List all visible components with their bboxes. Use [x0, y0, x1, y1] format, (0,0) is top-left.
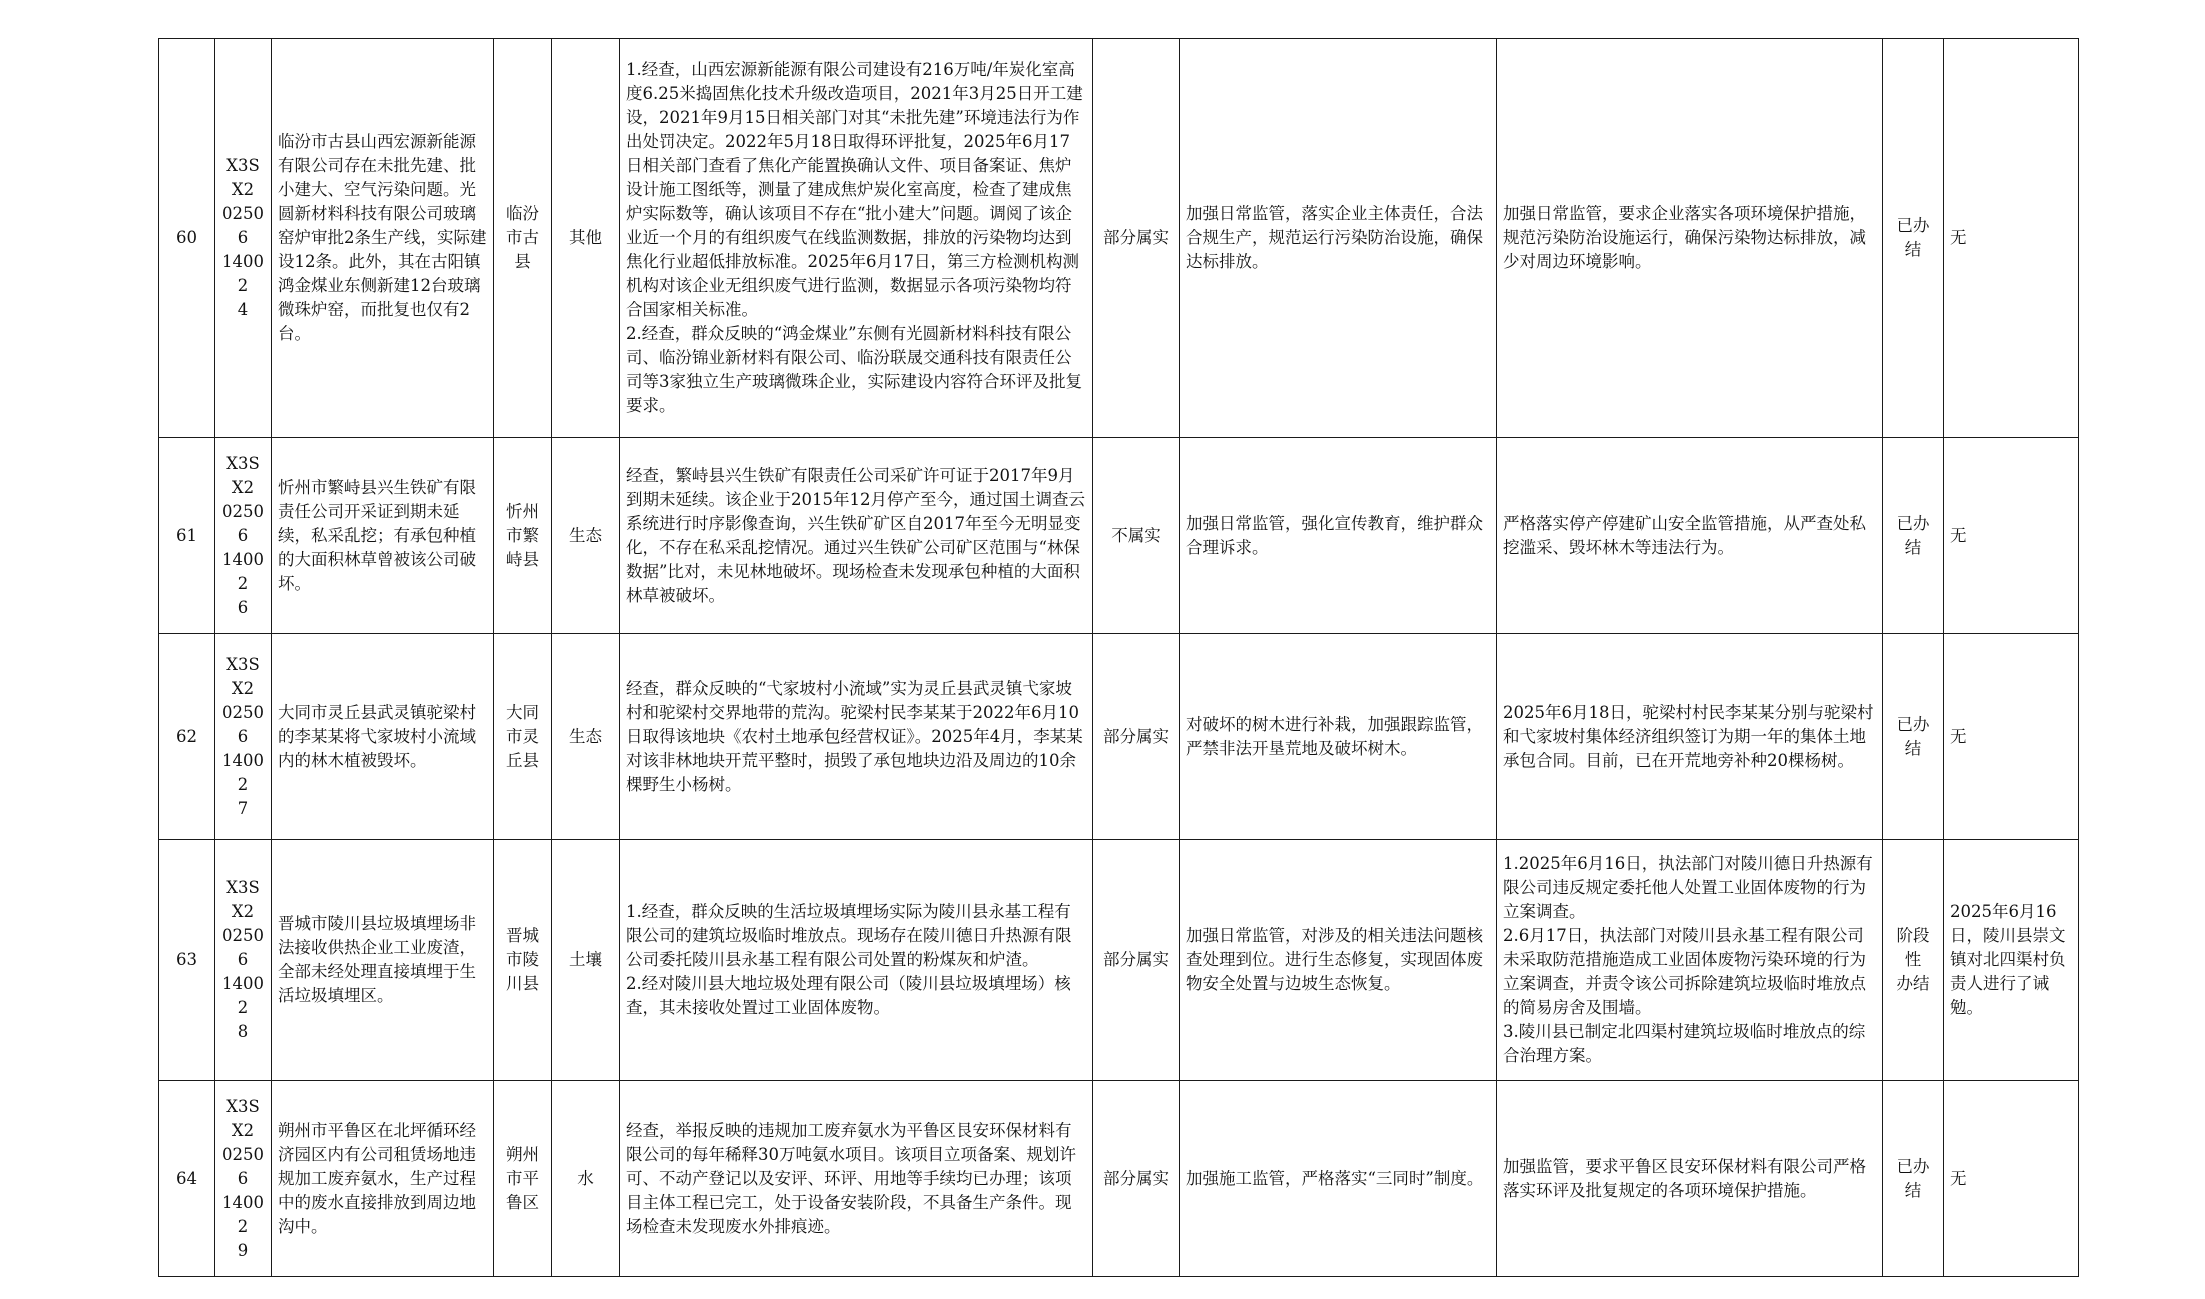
investigation-finding-cell: 经查，群众反映的“弋家坡村小流域”实为灵丘县武灵镇弋家坡村和驼梁村交界地带的荒沟。驼梁村民李某某于2022年6月10日取得该地块《农村土地承包经营权证》。2025年4月，李某某对该非林地块开荒平整时，损毁了承包地块边沿及周边的10余棵野生小杨树。 — [620, 634, 1093, 840]
completion-status-cell: 已办结 — [1883, 438, 1944, 634]
rectification-measures-cell: 加强日常监管，要求企业落实各项环境保护措施，规范污染防治设施运行，确保污染物达标排放，减少对周边环境影响。 — [1497, 39, 1883, 438]
rectification-measures-cell: 严格落实停产停建矿山安全监管措施，从严查处私挖滥采、毁坏林木等违法行为。 — [1497, 438, 1883, 634]
row-number-cell: 62 — [159, 634, 215, 840]
complaint-content-cell: 大同市灵丘县武灵镇驼梁村的李某某将弋家坡村小流域内的林木植被毁坏。 — [272, 634, 494, 840]
handling-requirement-cell: 加强日常监管，强化宣传教育，维护群众合理诉求。 — [1180, 438, 1497, 634]
handling-requirement-cell: 加强日常监管，对涉及的相关违法问题核查处理到位。进行生态修复，实现固体废物安全处置与边坡生态恢复。 — [1180, 840, 1497, 1081]
rectification-measures-cell: 1.2025年6月16日，执法部门对陵川德日升热源有限公司违反规定委托他人处置工业固体废物的行为立案调查。 2.6月17日，执法部门对陵川县永基工程有限公司未采取防范措施造成工业固体废物污染环境的行为立案调查，并责令该公司拆除建筑垃圾临时堆放点的简易房舍及围墙。 3.陵川县已制定北四渠村建筑垃圾临时堆放点的综合治理方案。 — [1497, 840, 1883, 1081]
verification-result-cell: 部分属实 — [1093, 840, 1180, 1081]
complaint-table — [158, 38, 2079, 1277]
table-row — [159, 634, 2079, 840]
row-number-cell: 60 — [159, 39, 215, 438]
completion-status-cell: 已办结 — [1883, 1081, 1944, 1277]
handling-requirement-cell: 对破坏的树木进行补栽，加强跟踪监管，严禁非法开垦荒地及破坏树木。 — [1180, 634, 1497, 840]
completion-status-cell: 已办结 — [1883, 39, 1944, 438]
table-row — [159, 39, 2079, 438]
complaint-content-cell: 临汾市古县山西宏源新能源有限公司存在未批先建、批小建大、空气污染问题。光圆新材料科技有限公司玻璃窑炉审批2条生产线，实际建设12条。此外，其在古阳镇鸿金煤业东侧新建12台玻璃微珠炉窑，而批复也仅有2台。 — [272, 39, 494, 438]
complaint-id-cell: X3SX2 02506 14002 9 — [215, 1081, 272, 1277]
rectification-measures-cell: 加强监管，要求平鲁区艮安环保材料有限公司严格落实环评及批复规定的各项环境保护措施。 — [1497, 1081, 1883, 1277]
complaint-content-cell: 朔州市平鲁区在北坪循环经济园区内有公司租赁场地违规加工废弃氨水，生产过程中的废水直接排放到周边地沟中。 — [272, 1081, 494, 1277]
verification-result-cell: 部分属实 — [1093, 634, 1180, 840]
pollution-type-cell: 生态 — [552, 438, 620, 634]
administrative-area-cell: 忻州 市繁 峙县 — [494, 438, 552, 634]
handling-requirement-cell: 加强日常监管，落实企业主体责任，合法合规生产，规范运行污染防治设施，确保达标排放。 — [1180, 39, 1497, 438]
accountability-cell: 2025年6月16日，陵川县崇文镇对北四渠村负责人进行了诫勉。 — [1944, 840, 2079, 1081]
verification-result-cell: 部分属实 — [1093, 39, 1180, 438]
pollution-type-cell: 其他 — [552, 39, 620, 438]
table-row — [159, 1081, 2079, 1277]
pollution-type-cell: 水 — [552, 1081, 620, 1277]
handling-requirement-cell: 加强施工监管，严格落实“三同时”制度。 — [1180, 1081, 1497, 1277]
completion-status-cell: 阶段性 办结 — [1883, 840, 1944, 1081]
complaint-id-cell: X3SX2 02506 14002 8 — [215, 840, 272, 1081]
investigation-finding-cell: 经查，举报反映的违规加工废弃氨水为平鲁区艮安环保材料有限公司的每年稀释30万吨氨水项目。该项目立项备案、规划许可、不动产登记以及安评、环评、用地等手续均已办理；该项目主体工程已完工，处于设备安装阶段，不具备生产条件。现场检查未发现废水外排痕迹。 — [620, 1081, 1093, 1277]
table-row — [159, 438, 2079, 634]
administrative-area-cell: 朔州 市平 鲁区 — [494, 1081, 552, 1277]
investigation-finding-cell: 经查，繁峙县兴生铁矿有限责任公司采矿许可证于2017年9月到期未延续。该企业于2015年12月停产至今，通过国土调查云系统进行时序影像查询，兴生铁矿矿区自2017年至今无明显变化，不存在私采乱挖情况。通过兴生铁矿公司矿区范围与“林保数据”比对，未见林地破坏。现场检查未发现承包种植的大面积林草被破坏。 — [620, 438, 1093, 634]
complaint-content-cell: 忻州市繁峙县兴生铁矿有限责任公司开采证到期未延续，私采乱挖；有承包种植的大面积林草曾被该公司破坏。 — [272, 438, 494, 634]
verification-result-cell: 不属实 — [1093, 438, 1180, 634]
pollution-type-cell: 生态 — [552, 634, 620, 840]
administrative-area-cell: 大同 市灵 丘县 — [494, 634, 552, 840]
row-number-cell: 61 — [159, 438, 215, 634]
complaint-id-cell: X3SX2 02506 14002 6 — [215, 438, 272, 634]
administrative-area-cell: 晋城 市陵 川县 — [494, 840, 552, 1081]
table-row — [159, 840, 2079, 1081]
completion-status-cell: 已办结 — [1883, 634, 1944, 840]
complaint-content-cell: 晋城市陵川县垃圾填埋场非法接收供热企业工业废渣，全部未经处理直接填埋于生活垃圾填埋区。 — [272, 840, 494, 1081]
accountability-cell: 无 — [1944, 634, 2079, 840]
accountability-cell: 无 — [1944, 39, 2079, 438]
rectification-measures-cell: 2025年6月18日，驼梁村村民李某某分别与驼梁村和弋家坡村集体经济组织签订为期一年的集体土地承包合同。目前，已在开荒地旁补种20棵杨树。 — [1497, 634, 1883, 840]
accountability-cell: 无 — [1944, 438, 2079, 634]
verification-result-cell: 部分属实 — [1093, 1081, 1180, 1277]
pollution-type-cell: 土壤 — [552, 840, 620, 1081]
investigation-finding-cell: 1.经查，群众反映的生活垃圾填埋场实际为陵川县永基工程有限公司的建筑垃圾临时堆放点。现场存在陵川德日升热源有限公司委托陵川县永基工程有限公司处置的粉煤灰和炉渣。 2.经对陵川县大地垃圾处理有限公司（陵川县垃圾填埋场）核查，其未接收处置过工业固体废物。 — [620, 840, 1093, 1081]
complaint-id-cell: X3SX2 02506 14002 4 — [215, 39, 272, 438]
row-number-cell: 64 — [159, 1081, 215, 1277]
row-number-cell: 63 — [159, 840, 215, 1081]
administrative-area-cell: 临汾 市古 县 — [494, 39, 552, 438]
complaint-id-cell: X3SX2 02506 14002 7 — [215, 634, 272, 840]
investigation-finding-cell: 1.经查，山西宏源新能源有限公司建设有216万吨/年炭化室高度6.25米捣固焦化技术升级改造项目，2021年3月25日开工建设，2021年9月15日相关部门对其“未批先建”环境违法行为作出处罚决定。2022年5月18日取得环评批复，2025年6月17日相关部门查看了焦化产能置换确认文件、项目备案证、焦炉设计施工图纸等，测量了建成焦炉炭化室高度，检查了建成焦炉实际数等，确认该项目不存在“批小建大”问题。调阅了该企业近一个月的有组织废气在线监测数据，排放的污染物均达到焦化行业超低排放标准。2025年6月17日，第三方检测机构测机构对该企业无组织废气进行监测，数据显示各项污染物均符合国家相关标准。 2.经查，群众反映的“鸿金煤业”东侧有光圆新材料科技有限公司、临汾锦业新材料有限公司、临汾联晟交通科技有限责任公司等3家独立生产玻璃微珠企业，实际建设内容符合环评及批复要求。 — [620, 39, 1093, 438]
accountability-cell: 无 — [1944, 1081, 2079, 1277]
